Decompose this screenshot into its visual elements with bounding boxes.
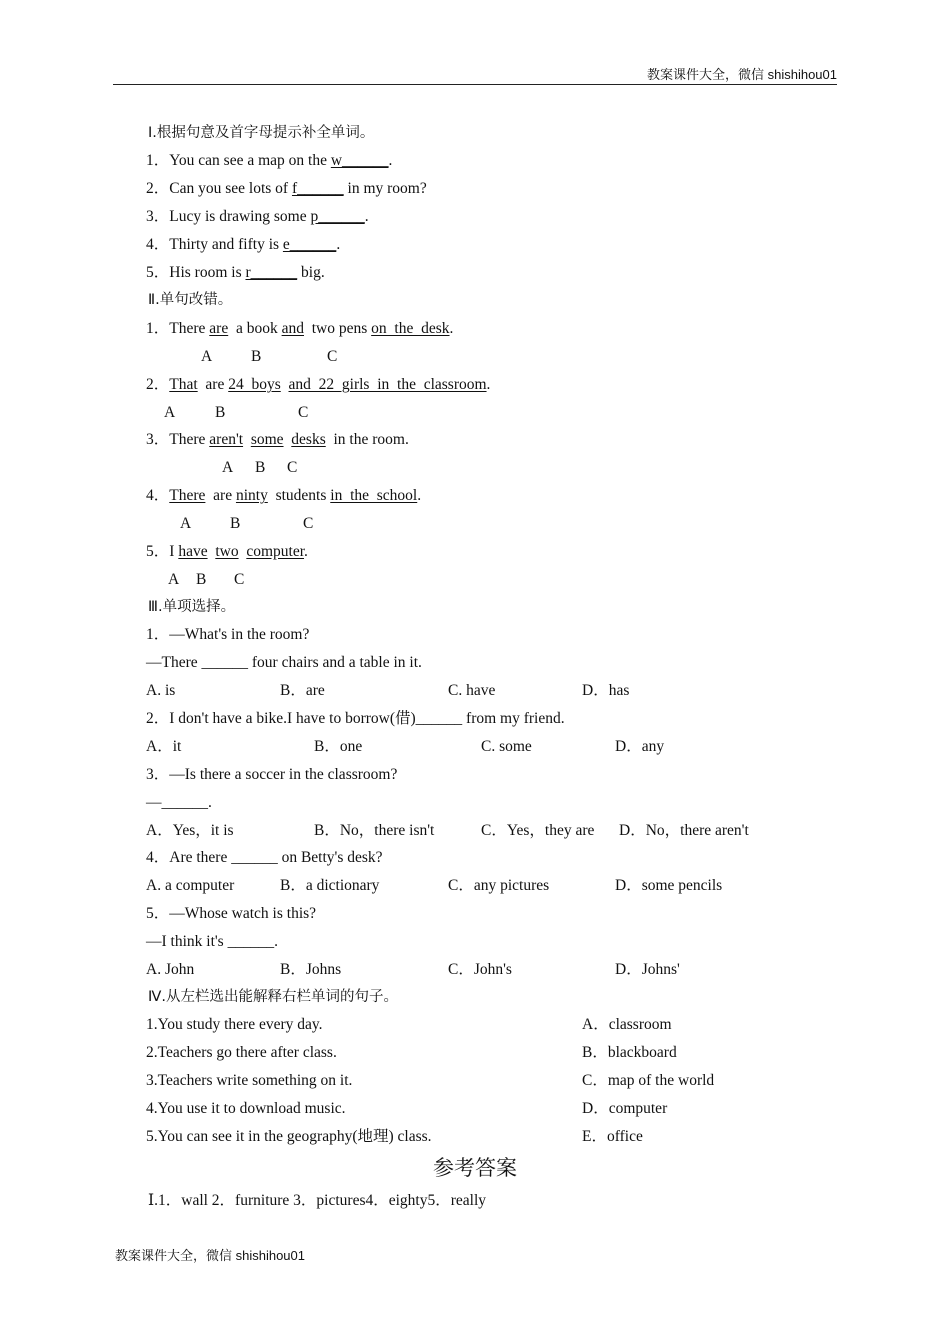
s3-q1-option-d: D．has	[582, 682, 630, 699]
s2-q4: 4．There are ninty students in the school.	[146, 487, 422, 504]
s3-q3-stem: 3．—Is there a soccer in the classroom?	[146, 766, 398, 783]
s4-right-a: A．classroom	[582, 1016, 672, 1033]
s4-left-2: 2.Teachers go there after class.	[146, 1044, 337, 1061]
s3-q5-option-a: A. John	[146, 961, 195, 978]
s1-item-5: 5．His room is r______ big.	[146, 264, 325, 281]
answers-title: 参考答案	[433, 1156, 517, 1180]
s1-item-2: 2．Can you see lots of f______ in my room?	[146, 180, 427, 197]
s2-q5-label-c: C	[234, 571, 245, 588]
s2-q2-label-a: A	[164, 404, 176, 421]
s3-q2-option-c: C. some	[481, 738, 532, 755]
s2-q1: 1．There are a book and two pens on the desk.	[146, 320, 454, 337]
s3-q2-option-d: D．any	[615, 738, 665, 755]
answers-line-1: Ⅰ.1．wall 2．furniture 3．pictures4．eighty5．really	[148, 1192, 487, 1209]
header-rule	[113, 84, 837, 85]
s2-q1-label-a: A	[201, 348, 213, 365]
section4-heading: Ⅳ.从左栏选出能解释右栏单词的句子。	[148, 989, 398, 1005]
s2-q2-label-b: B	[215, 404, 226, 421]
s1-item-3: 3．Lucy is drawing some p______.	[146, 208, 369, 225]
blank: f______	[291, 180, 344, 197]
s4-right-d: D．computer	[582, 1100, 668, 1117]
s3-q3-option-a: A．Yes，it is	[146, 822, 234, 839]
s3-q5-line2: —I think it's ______.	[146, 933, 278, 950]
s2-q2-label-c: C	[298, 404, 309, 421]
page-header: 教案课件大全，微信 shishihou01	[647, 67, 837, 82]
s2-q3-label-a: A	[222, 459, 234, 476]
page-footer: 教案课件大全，微信 shishihou01	[115, 1248, 305, 1263]
s3-q5-option-c: C．John's	[448, 961, 512, 978]
s2-q2: 2．That are 24 boys and 22 girls in the classroom.	[146, 376, 491, 393]
s3-q5-option-b: B．Johns	[280, 961, 342, 978]
s2-q1-label-b: B	[251, 348, 262, 365]
s3-q3-line2: —______.	[146, 794, 212, 811]
s3-q1-line2: —There ______ four chairs and a table in it.	[146, 654, 422, 671]
s3-q3-option-d: D．No，there aren't	[619, 822, 749, 839]
s3-q4-option-c: C．any pictures	[448, 877, 550, 894]
s1-item-4: 4．Thirty and fifty is e______.	[146, 236, 341, 253]
s3-q1-stem: 1．—What's in the room?	[146, 626, 310, 643]
s2-q3-label-b: B	[255, 459, 266, 476]
section3-heading: Ⅲ.单项选择。	[148, 599, 236, 615]
s4-left-5: 5.You can see it in the geography(地理) class.	[146, 1128, 432, 1145]
s4-left-4: 4.You use it to download music.	[146, 1100, 346, 1117]
s3-q4-option-d: D．some pencils	[615, 877, 723, 894]
s2-q5-label-b: B	[196, 571, 207, 588]
s3-q1-option-b: B．are	[280, 682, 325, 699]
s4-right-e: E．office	[582, 1128, 643, 1145]
s2-q4-label-c: C	[303, 515, 314, 532]
blank: p______	[310, 208, 365, 225]
s4-left-1: 1.You study there every day.	[146, 1016, 323, 1033]
s2-q5: 5．I have two computer.	[146, 543, 308, 560]
s3-q5-stem: 5．—Whose watch is this?	[146, 905, 317, 922]
section1-heading: Ⅰ.根据句意及首字母提示补全单词。	[148, 125, 375, 141]
s4-right-b: B．blackboard	[582, 1044, 677, 1061]
s4-left-3: 3.Teachers write something on it.	[146, 1072, 353, 1089]
s3-q4-option-b: B．a dictionary	[280, 877, 380, 894]
s3-q3-option-b: B．No，there isn't	[314, 822, 435, 839]
s2-q4-label-a: A	[180, 515, 192, 532]
s3-q4-stem: 4．Are there ______ on Betty's desk?	[146, 849, 383, 866]
s3-q2-stem: 2．I don't have a bike.I have to borrow(借)______ from my friend.	[146, 710, 565, 727]
blank: r______	[245, 264, 298, 281]
s2-q1-label-c: C	[327, 348, 338, 365]
s3-q4-option-a: A. a computer	[146, 877, 235, 894]
s3-q5-option-d: D．Johns'	[615, 961, 680, 978]
s3-q2-option-b: B．one	[314, 738, 363, 755]
s1-item-1: 1．You can see a map on the w______.	[146, 152, 393, 169]
s3-q1-option-a: A. is	[146, 682, 176, 699]
s3-q3-option-c: C．Yes，they are	[481, 822, 595, 839]
s2-q5-label-a: A	[168, 571, 180, 588]
blank: w______	[330, 152, 389, 169]
s2-q4-label-b: B	[230, 515, 241, 532]
s3-q1-option-c: C. have	[448, 682, 496, 699]
section2-heading: Ⅱ.单句改错。	[148, 292, 233, 308]
s2-q3-label-c: C	[287, 459, 298, 476]
s4-right-c: C．map of the world	[582, 1072, 715, 1089]
s2-q3: 3．There aren't some desks in the room.	[146, 431, 409, 448]
s3-q2-option-a: A．it	[146, 738, 182, 755]
blank: e______	[282, 236, 337, 253]
